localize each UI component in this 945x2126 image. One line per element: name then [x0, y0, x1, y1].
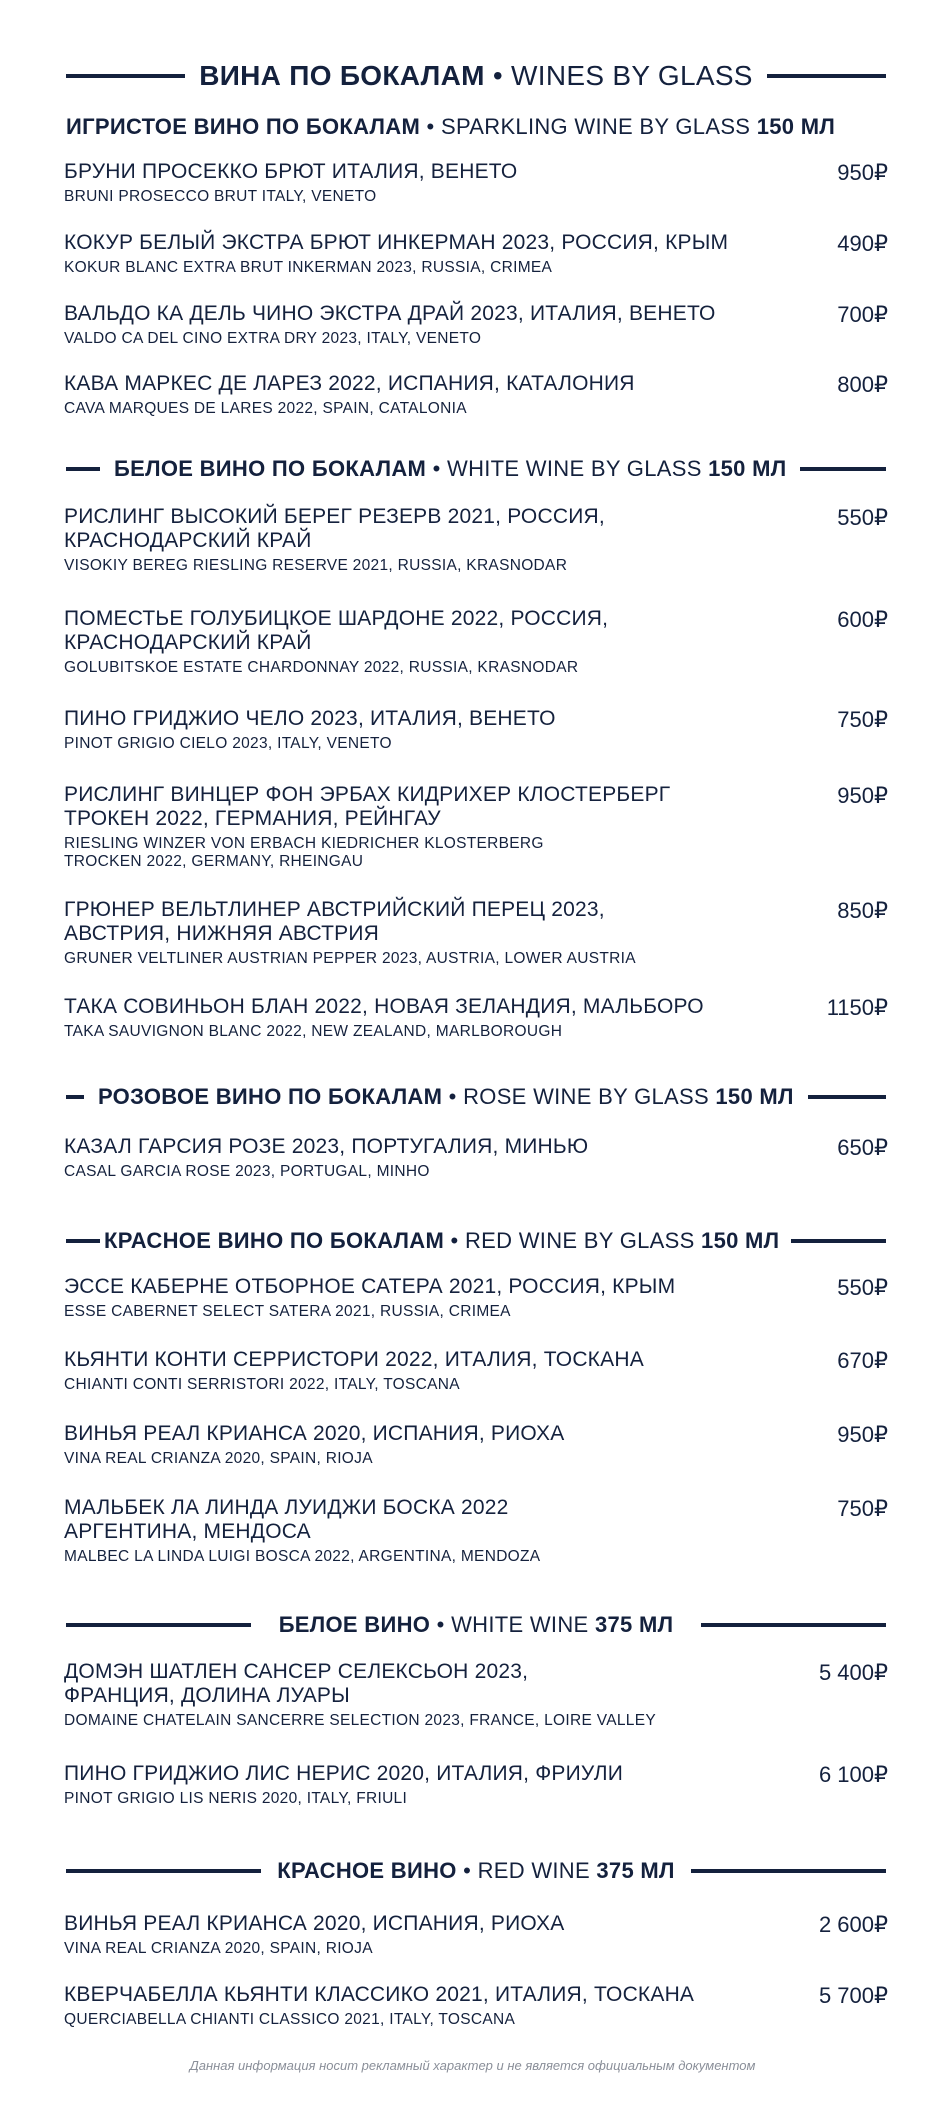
divider	[767, 74, 886, 78]
wine-name-ru: КОКУР БЕЛЫЙ ЭКСТРА БРЮТ ИНКЕРМАН 2023, РОССИЯ, КРЫМ	[64, 231, 729, 254]
menu-item	[64, 1422, 888, 1468]
wine-price: 5 700₽	[818, 1983, 888, 2008]
menu-item	[64, 995, 888, 1041]
divider	[66, 1095, 84, 1099]
wine-price: 670₽	[837, 1348, 888, 1373]
section-title-en: SPARKLING WINE BY GLASS	[440, 114, 751, 139]
wine-name-en: PINOT GRIGIO LIS NERIS 2020, ITALY, FRIULI	[64, 1790, 408, 1807]
wine-name-en: QUERCIABELLA CHIANTI CLASSICO 2021, ITALY, TOSCANA	[64, 2011, 516, 2028]
wine-price: 550₽	[837, 1275, 888, 1300]
wine-name-en: DOMAINE CHATELAIN SANCERRE SELECTION 2023, FRANCE, LOIRE VALLEY	[64, 1712, 656, 1729]
section-volume: 375 МЛ	[596, 1858, 675, 1883]
separator-dot: •	[450, 1228, 459, 1253]
section-title-en: RED WINE	[477, 1858, 590, 1883]
wine-price: 800₽	[837, 372, 888, 397]
section-volume: 150 МЛ	[708, 456, 787, 481]
menu-item	[64, 302, 888, 348]
section-header-rose-glass	[66, 1084, 886, 1110]
wine-name-en: VISOKIY BEREG RIESLING RESERVE 2021, RUSSIA, KRASNODAR	[64, 557, 568, 574]
menu-item	[64, 898, 888, 968]
section-volume: 150 МЛ	[701, 1228, 780, 1253]
menu-item	[64, 1762, 888, 1808]
menu-item	[64, 1912, 888, 1958]
section-title-ru: ИГРИСТОЕ ВИНО ПО БОКАЛАМ	[66, 114, 421, 139]
wine-name-en: MALBEC LA LINDA LUIGI BOSCA 2022, ARGENTINA, MENDOZA	[64, 1548, 541, 1565]
wine-name-ru: ДОМЭН ШАТЛЕН САНСЕР СЕЛЕКСЬОН 2023, ФРАНЦИЯ, ДОЛИНА ЛУАРЫ	[64, 1660, 529, 1707]
wine-price: 650₽	[837, 1135, 888, 1160]
section-title-ru: БЕЛОЕ ВИНО ПО БОКАЛАМ	[114, 456, 427, 481]
section-title-en: ROSE WINE BY GLASS	[463, 1084, 709, 1109]
divider	[66, 1239, 100, 1243]
wine-name-en: RIESLING WINZER VON ERBACH KIEDRICHER KLOSTERBERG TROCKEN 2022, GERMANY, RHEINGAU	[64, 835, 544, 870]
separator-dot: •	[463, 1858, 472, 1883]
wine-name-en: GRUNER VELTLINER AUSTRIAN PEPPER 2023, AUSTRIA, LOWER AUSTRIA	[64, 950, 636, 967]
menu-title-ru: ВИНА ПО БОКАЛАМ	[199, 60, 485, 91]
wine-name-en: GOLUBITSKOE ESTATE CHARDONNAY 2022, RUSSIA, KRASNODAR	[64, 659, 579, 676]
separator-dot: •	[492, 60, 503, 91]
wine-name-ru: КВЕРЧАБЕЛЛА КЬЯНТИ КЛАССИКО 2021, ИТАЛИЯ, ТОСКАНА	[64, 1983, 695, 2006]
menu-item	[64, 783, 888, 871]
section-volume: 375 МЛ	[594, 1612, 674, 1637]
wine-name-ru: ПОМЕСТЬЕ ГОЛУБИЦКОЕ ШАРДОНЕ 2022, РОССИЯ, КРАСНОДАРСКИЙ КРАЙ	[64, 607, 609, 654]
wine-name-ru: ТАКА СОВИНЬОН БЛАН 2022, НОВАЯ ЗЕЛАНДИЯ, МАЛЬБОРО	[64, 995, 704, 1018]
divider	[66, 74, 185, 78]
divider	[66, 1869, 261, 1873]
wine-price: 6 100₽	[818, 1762, 888, 1787]
wine-name-ru: БРУНИ ПРОСЕККО БРЮТ ИТАЛИЯ, ВЕНЕТО	[64, 160, 518, 183]
wine-price: 850₽	[837, 898, 888, 923]
section-title-en: WHITE WINE BY GLASS	[447, 456, 702, 481]
wine-name-en: CHIANTI CONTI SERRISTORI 2022, ITALY, TOSCANA	[64, 1376, 460, 1393]
section-title-en: RED WINE BY GLASS	[464, 1228, 695, 1253]
wine-price: 950₽	[837, 783, 888, 808]
menu-item	[64, 1135, 888, 1181]
menu-item	[64, 1348, 888, 1394]
wine-name-en: ESSE CABERNET SELECT SATERA 2021, RUSSIA, CRIMEA	[64, 1303, 511, 1320]
wine-name-en: BRUNI PROSECCO BRUT ITALY, VENETO	[64, 188, 377, 205]
menu-item	[64, 372, 888, 418]
menu-title	[66, 60, 886, 92]
wine-name-ru: ВАЛЬДО КА ДЕЛЬ ЧИНО ЭКСТРА ДРАЙ 2023, ИТАЛИЯ, ВЕНЕТО	[64, 302, 716, 325]
menu-item	[64, 231, 888, 277]
menu-item	[64, 1275, 888, 1321]
wine-name-en: CASAL GARCIA ROSE 2023, PORTUGAL, MINHO	[64, 1163, 430, 1180]
disclaimer-footer: Данная информация носит рекламный характер и не является официальным документом	[189, 2058, 756, 2073]
section-title-ru: БЕЛОЕ ВИНО	[278, 1612, 431, 1637]
wine-name-en: VINA REAL CRIANZA 2020, SPAIN, RIOJA	[64, 1450, 373, 1467]
wine-price: 1150₽	[826, 995, 888, 1020]
wine-name-ru: КАЗАЛ ГАРСИЯ РОЗЕ 2023, ПОРТУГАЛИЯ, МИНЬЮ	[64, 1135, 589, 1158]
menu-item	[64, 160, 888, 206]
wine-price: 550₽	[837, 505, 888, 530]
divider	[66, 1623, 251, 1627]
separator-dot: •	[436, 1612, 445, 1637]
wine-name-ru: КАВА МАРКЕС ДЕ ЛАРЕЗ 2022, ИСПАНИЯ, КАТАЛОНИЯ	[64, 372, 635, 395]
menu-title-en: WINES BY GLASS	[511, 60, 753, 91]
wine-name-ru: МАЛЬБЕК ЛА ЛИНДА ЛУИДЖИ БОСКА 2022 АРГЕНТИНА, МЕНДОСА	[64, 1496, 509, 1543]
section-title-en: WHITE WINE	[451, 1612, 589, 1637]
wine-price: 950₽	[837, 1422, 888, 1447]
separator-dot: •	[448, 1084, 457, 1109]
section-title-ru: КРАСНОЕ ВИНО ПО БОКАЛАМ	[104, 1228, 445, 1253]
wine-name-en: KOKUR BLANC EXTRA BRUT INKERMAN 2023, RUSSIA, CRIMEA	[64, 259, 553, 276]
menu-item	[64, 1983, 888, 2029]
separator-dot: •	[426, 114, 435, 139]
wine-price: 600₽	[837, 607, 888, 632]
section-header-white-glass	[66, 456, 886, 482]
menu-item	[64, 707, 888, 753]
wine-name-ru: РИСЛИНГ ВЫСОКИЙ БЕРЕГ РЕЗЕРВ 2021, РОССИЯ, КРАСНОДАРСКИЙ КРАЙ	[64, 505, 605, 552]
wine-price: 5 400₽	[818, 1660, 888, 1685]
divider	[808, 1095, 886, 1099]
divider	[800, 467, 886, 471]
wine-name-ru: РИСЛИНГ ВИНЦЕР ФОН ЭРБАХ КИДРИХЕР КЛОСТЕРБЕРГ ТРОКЕН 2022, ГЕРМАНИЯ, РЕЙНГАУ	[64, 783, 671, 830]
wine-name-en: VALDO CA DEL CINO EXTRA DRY 2023, ITALY, VENETO	[64, 330, 482, 347]
section-title-ru: КРАСНОЕ ВИНО	[277, 1858, 457, 1883]
section-volume: 150 МЛ	[756, 114, 836, 139]
wine-name-ru: ПИНО ГРИДЖИО ЛИС НЕРИС 2020, ИТАЛИЯ, ФРИУЛИ	[64, 1762, 623, 1785]
wine-name-ru: КЬЯНТИ КОНТИ СЕРРИСТОРИ 2022, ИТАЛИЯ, ТОСКАНА	[64, 1348, 644, 1371]
wine-name-ru: ПИНО ГРИДЖИО ЧЕЛО 2023, ИТАЛИЯ, ВЕНЕТО	[64, 707, 556, 730]
divider	[691, 1869, 886, 1873]
menu-item	[64, 505, 888, 575]
wine-price: 700₽	[837, 302, 888, 327]
section-header-white-375	[66, 1612, 886, 1638]
menu-item	[64, 1496, 888, 1566]
wine-price: 950₽	[837, 160, 888, 185]
section-title-ru: РОЗОВОЕ ВИНО ПО БОКАЛАМ	[98, 1084, 443, 1109]
menu-item	[64, 1660, 888, 1730]
divider	[701, 1623, 886, 1627]
wine-name-en: TAKA SAUVIGNON BLANC 2022, NEW ZEALAND, MARLBOROUGH	[64, 1023, 563, 1040]
wine-name-en: PINOT GRIGIO CIELO 2023, ITALY, VENETO	[64, 735, 392, 752]
section-header-sparkling	[66, 114, 886, 140]
wine-price: 750₽	[837, 707, 888, 732]
wine-name-en: VINA REAL CRIANZA 2020, SPAIN, RIOJA	[64, 1940, 373, 1957]
wine-price: 490₽	[837, 231, 888, 256]
wine-price: 750₽	[837, 1496, 888, 1521]
section-header-red-375	[66, 1858, 886, 1884]
section-header-red-glass	[66, 1228, 886, 1254]
section-volume: 150 МЛ	[715, 1084, 794, 1109]
divider	[66, 467, 100, 471]
wine-name-en: CAVA MARQUES DE LARES 2022, SPAIN, CATALONIA	[64, 400, 467, 417]
wine-name-ru: ГРЮНЕР ВЕЛЬТЛИНЕР АВСТРИЙСКИЙ ПЕРЕЦ 2023, АВСТРИЯ, НИЖНЯЯ АВСТРИЯ	[64, 898, 605, 945]
menu-item	[64, 607, 888, 677]
wine-price: 2 600₽	[818, 1912, 888, 1937]
wine-name-ru: ЭССЕ КАБЕРНЕ ОТБОРНОЕ САТЕРА 2021, РОССИЯ, КРЫМ	[64, 1275, 676, 1298]
wine-name-ru: ВИНЬЯ РЕАЛ КРИАНСА 2020, ИСПАНИЯ, РИОХА	[64, 1422, 565, 1445]
wine-name-ru: ВИНЬЯ РЕАЛ КРИАНСА 2020, ИСПАНИЯ, РИОХА	[64, 1912, 565, 1935]
divider	[791, 1239, 886, 1243]
separator-dot: •	[432, 456, 441, 481]
